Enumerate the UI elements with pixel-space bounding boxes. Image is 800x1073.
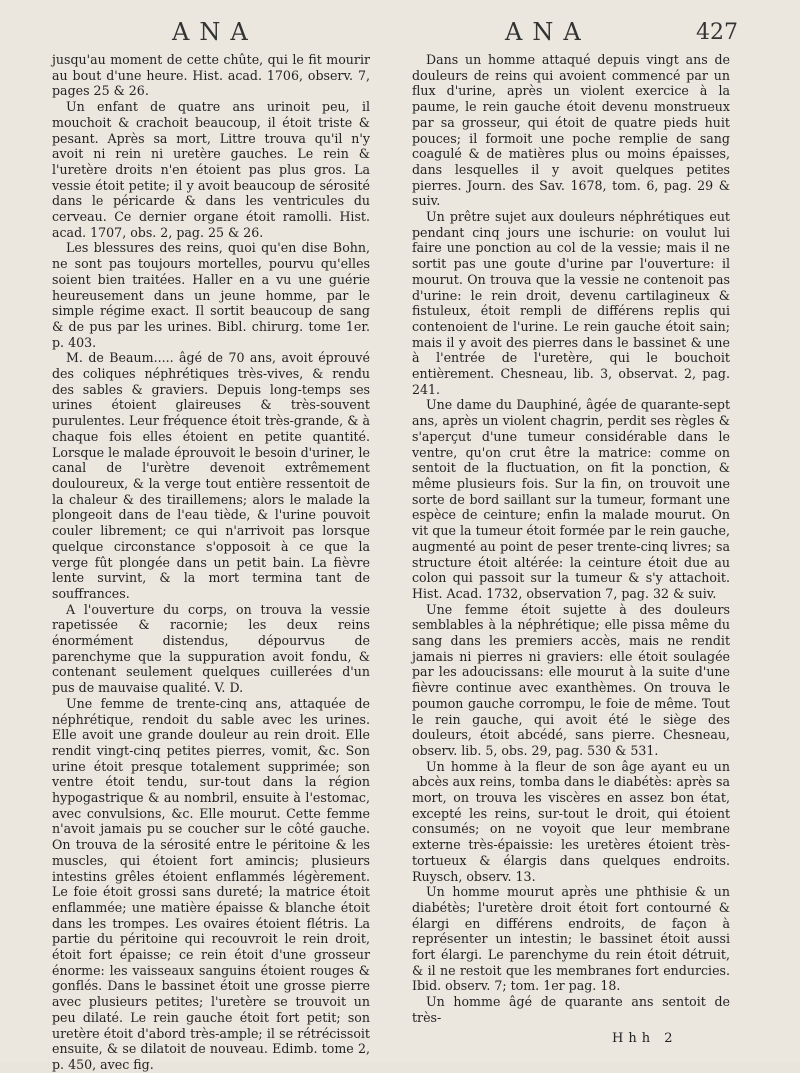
paragraph: Une femme de trente-cinq ans, attaquée de néphrétique, rendoit du sable avec les urines. Elle avoit une grande douleur au rein droit. Elle rendit vingt-cinq petites pierres, vomit, &c. Son urine étoit presque totalement supprimée; son ventre étoit tendu, sur-tout dans la région hypogastrique & au nombril, ensuite à l'estomac, avec convulsions, &c. Elle mourut. Cette femme n'avoit jamais pu se coucher sur le côté gauche. On trouva de la sérosité entre le péritoine & les muscles, qui étoient fort amincis; plusieurs intestins grêles étoient enflammés légèrement. Le foie étoit grossi sans dureté; la matrice étoit enflammée; une matière épaisse & blanche étoit dans les trompes. Les ovaires étoient flétris. La partie du péritoine qui recouvroit le rein droit, étoit fort épaisse; ce rein étoit d'une grosseur énorme: les vaisseaux sanguins étoient rouges & gonflés. Dans le bassinet étoit une grosse pierre avec plusieurs petites; l'uretère se trouvoit un peu dilaté. Le rein gauche étoit fort petit; son uretère étoit d'abord très-ample; il se rétrécissoit ensuite, & se dilatoit de nouveau. Edimb. tome 2, p. 450, avec fig. bbox=[52, 695, 370, 1072]
paragraph: jusqu'au moment de cette chûte, qui le fit mourir au bout d'une heure. Hist. acad. 1706, observ. 7, pages 25 & 26. bbox=[52, 52, 370, 99]
right-column bbox=[412, 52, 730, 1026]
paragraph: Un homme âgé de quarante ans sentoit de très- bbox=[412, 994, 730, 1025]
paragraph: Un homme à la fleur de son âge ayant eu un abcès aux reins, tomba dans le diabétès: après sa mort, on trouva les viscères en assez bon état, excepté les reins, sur-tout le droit, qui étoient consumés; on ne voyoit que leur membrane externe très-épaissie: les uretères étoient très-tortueux & élargis dans quelques endroits. Ruysch, observ. 13. bbox=[412, 758, 730, 884]
paragraph: Une dame du Dauphiné, âgée de quarante-sept ans, après un violent chagrin, perdit ses règles & s'aperçut d'une tumeur considérable dans le ventre, qu'on crut être la matrice: comme on sentoit de la fluctuation, on fit la ponction, & même plusieurs fois. Sur la fin, on trouvoit une sorte de bord saillant sur la tumeur, formant une espèce de ceinture; enfin la malade mourut. On vit que la tumeur étoit formée par le rein gauche, augmenté au point de peser trente-cinq livres; sa structure étoit altérée: la ceinture étoit due au colon qui passoit sur la tumeur & s'y attachoit. Hist. Acad. 1732, observation 7, pag. 32 & suiv. bbox=[412, 397, 730, 601]
paragraph: Un prêtre sujet aux douleurs néphrétiques eut pendant cinq jours une ischurie: on voulut lui faire une ponction au col de la vessie; mais il ne sortit pas une goute d'urine par l'ouverture: il mourut. On trouva que la vessie ne contenoit pas d'urine: le rein droit, devenu cartilagineux & fistuleux, étoit rempli de différens replis qui contenoient de l'urine. Le rein gauche étoit sain; mais il y avoit des pierres dans le bassinet & une à l'entrée de l'uretère, qui le bouchoit entièrement. Chesneau, lib. 3, observat. 2, pag. 241. bbox=[412, 209, 730, 397]
paragraph: Un homme mourut après une phthisie & un diabétès; l'uretère droit étoit fort contourné & élargi en différens endroits, de façon à représenter un intestin; le bassinet étoit aussi fort élargi. Le parenchyme du rein étoit détruit, & il ne restoit que les membranes fort endurcies. Ibid. observ. 7; tom. 1er pag. 18. bbox=[412, 884, 730, 994]
left-column bbox=[52, 52, 370, 1073]
running-head-left: ANA bbox=[172, 18, 258, 46]
page-number: 427 bbox=[696, 20, 738, 45]
paragraph: Dans un homme attaqué depuis vingt ans de douleurs de reins qui avoient commencé par un flux d'urine, après un violent exercice à la paume, le rein gauche étoit devenu monstrueux par sa grosseur, qui étoit de quatre pieds huit pouces; il formoit une poche remplie de sang coagulé & de matières plus ou moins épaisses, dans lesquelles il y avoit quelques petites pierres. Journ. des Sav. 1678, tom. 6, pag. 29 & suiv. bbox=[412, 52, 730, 209]
page-header bbox=[0, 18, 800, 46]
running-head-right: ANA bbox=[505, 18, 591, 46]
paragraph: Une femme étoit sujette à des douleurs semblables à la néphrétique; elle pissa même du sang dans les premiers accès, mais ne rendit jamais ni pierres ni graviers: elle étoit soulagée par les adoucissans: elle mourut à la suite d'une fièvre continue avec exanthèmes. On trouva le poumon gauche corrompu, le foie de même. Tout le rein gauche, qui avoit été le siège des douleurs, étoit abcédé, sans pierre. Chesneau, observ. lib. 5, obs. 29, pag. 530 & 531. bbox=[412, 601, 730, 758]
paragraph: Un enfant de quatre ans urinoit peu, il mouchoit & crachoit beaucoup, il étoit triste & pesant. Après sa mort, Littre trouva qu'il n'y avoit ni rein ni uretère gauches. Le rein & l'uretère droits n'en étoient pas plus gros. La vessie étoit petite; il y avoit beaucoup de sérosité dans le péricarde & dans les ventricules du cerveau. Ce dernier organe étoit ramolli. Hist. acad. 1707, obs. 2, pag. 25 & 26. bbox=[52, 99, 370, 240]
paragraph: A l'ouverture du corps, on trouva la vessie rapetissée & racornie; les deux reins énormément distendus, dépourvus de parenchyme que la suppuration avoit fondu, & contenant seulement quelques cuillerées d'un pus de mauvaise qualité. V. D. bbox=[52, 601, 370, 696]
signature-mark: Hhh 2 bbox=[612, 1031, 678, 1046]
paragraph: M. de Beaum..... âgé de 70 ans, avoit éprouvé des coliques néphrétiques très-vives, & rendu des sables & graviers. Depuis long-temps ses urines étoient glaireuses & très-souvent purulentes. Leur fréquence étoit très-grande, & à chaque fois elles étoient en petite quantité. Lorsque le malade éprouvoit le besoin d'uriner, le canal de l'urètre devenoit extrêmement douloureux, & la verge tout entière ressentoit de la chaleur & des tiraillemens; alors le malade la plongeoit dans de l'eau tiède, & l'urine pouvoit couler librement; ce qui n'arrivoit pas lorsque quelque circonstance s'opposoit à ce que la verge fût plongée dans un petit bain. La fièvre lente survint, & la mort termina tant de souffrances. bbox=[52, 350, 370, 601]
paragraph: Les blessures des reins, quoi qu'en dise Bohn, ne sont pas toujours mortelles, pourvu qu'elles soient bien traitées. Haller en a vu une guérie heureusement dans un jeune homme, par le simple régime exact. Il sortit beaucoup de sang & de pus par les urines. Bibl. chirurg. tome 1er. p. 403. bbox=[52, 240, 370, 350]
